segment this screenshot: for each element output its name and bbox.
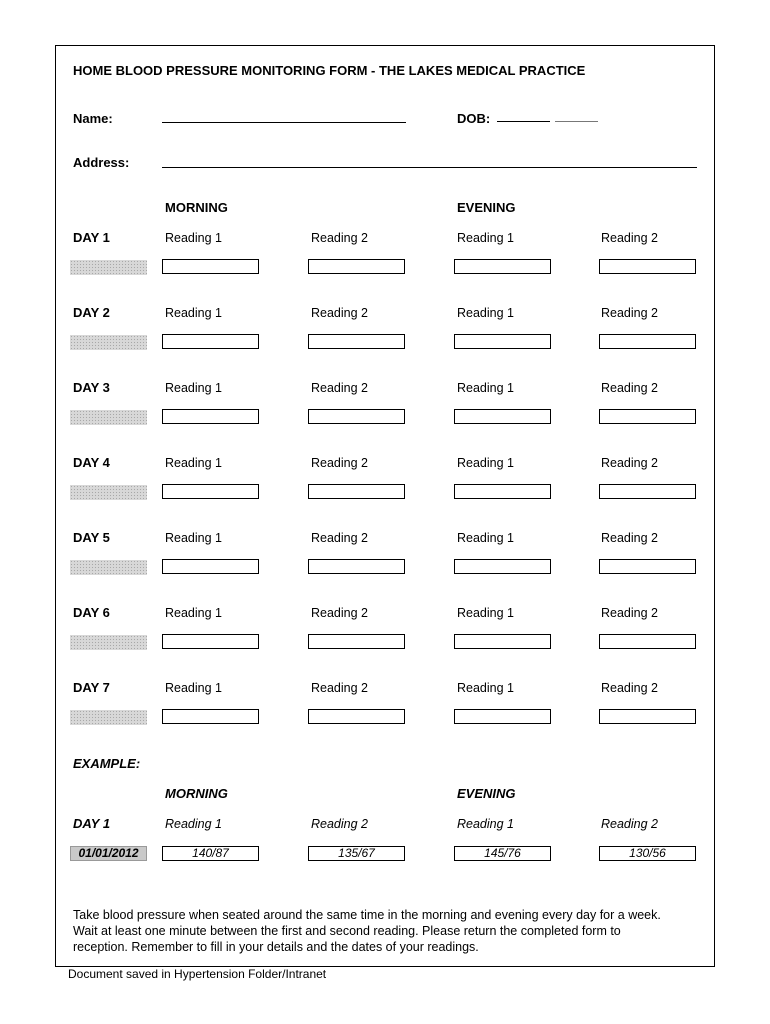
day-4-morning-reading1-box[interactable] — [162, 484, 259, 499]
dob-field-part1[interactable] — [497, 121, 550, 122]
day-6-evening-reading2-label: Reading 2 — [601, 606, 658, 620]
day-4-evening-reading2-label: Reading 2 — [601, 456, 658, 470]
day-6-morning-reading1-label: Reading 1 — [165, 606, 222, 620]
name-field[interactable] — [162, 122, 406, 123]
day-4-morning-reading2-label: Reading 2 — [311, 456, 368, 470]
example-morning-reading2-label: Reading 2 — [311, 817, 368, 831]
day-1-date-field[interactable] — [70, 260, 147, 275]
example-morning-reading2-box: 135/67 — [308, 846, 405, 861]
day-5-evening-reading1-label: Reading 1 — [457, 531, 514, 545]
day-1-label: DAY 1 — [73, 230, 110, 245]
day-1-evening-reading2-label: Reading 2 — [601, 231, 658, 245]
day-7-date-field[interactable] — [70, 710, 147, 725]
example-date-field: 01/01/2012 — [70, 846, 147, 861]
day-1-morning-reading1-box[interactable] — [162, 259, 259, 274]
example-evening-reading2-box: 130/56 — [599, 846, 696, 861]
day-5-evening-reading2-label: Reading 2 — [601, 531, 658, 545]
day-4-evening-reading1-label: Reading 1 — [457, 456, 514, 470]
dob-field-part2[interactable] — [555, 121, 598, 122]
day-5-morning-reading1-label: Reading 1 — [165, 531, 222, 545]
day-2-morning-reading1-box[interactable] — [162, 334, 259, 349]
day-3-evening-reading1-label: Reading 1 — [457, 381, 514, 395]
day-4-evening-reading2-box[interactable] — [599, 484, 696, 499]
day-2-evening-reading2-box[interactable] — [599, 334, 696, 349]
day-5-date-field[interactable] — [70, 560, 147, 575]
example-morning-reading1-label: Reading 1 — [165, 817, 222, 831]
example-morning-header: MORNING — [165, 786, 228, 801]
day-1-morning-reading1-label: Reading 1 — [165, 231, 222, 245]
morning-header: MORNING — [165, 200, 228, 215]
evening-header: EVENING — [457, 200, 516, 215]
day-4-date-field[interactable] — [70, 485, 147, 500]
day-7-morning-reading2-box[interactable] — [308, 709, 405, 724]
example-heading: EXAMPLE: — [73, 756, 141, 771]
day-6-evening-reading2-box[interactable] — [599, 634, 696, 649]
day-1-evening-reading1-box[interactable] — [454, 259, 551, 274]
instructions-text: Take blood pressure when seated around the same time in the morning and evening every day for a week. Wait at least one minute between the first and second reading. Please return the completed form to reception. Remember to fill in your details and the dates of your readings. — [73, 908, 661, 954]
dob-label: DOB: — [457, 111, 491, 126]
day-7-morning-reading1-box[interactable] — [162, 709, 259, 724]
day-2-evening-reading1-label: Reading 1 — [457, 306, 514, 320]
day-6-morning-reading1-box[interactable] — [162, 634, 259, 649]
day-1-evening-reading2-box[interactable] — [599, 259, 696, 274]
day-7-label: DAY 7 — [73, 680, 110, 695]
day-2-evening-reading2-label: Reading 2 — [601, 306, 658, 320]
day-4-morning-reading2-box[interactable] — [308, 484, 405, 499]
footer-text: Document saved in Hypertension Folder/Intranet — [68, 967, 327, 981]
day-2-morning-reading2-box[interactable] — [308, 334, 405, 349]
day-3-evening-reading2-box[interactable] — [599, 409, 696, 424]
day-7-evening-reading1-label: Reading 1 — [457, 681, 514, 695]
day-3-evening-reading1-box[interactable] — [454, 409, 551, 424]
day-2-morning-reading1-label: Reading 1 — [165, 306, 222, 320]
day-4-morning-reading1-label: Reading 1 — [165, 456, 222, 470]
example-morning-reading1-box: 140/87 — [162, 846, 259, 861]
day-6-evening-reading1-box[interactable] — [454, 634, 551, 649]
day-2-morning-reading2-label: Reading 2 — [311, 306, 368, 320]
example-evening-header: EVENING — [457, 786, 516, 801]
day-5-morning-reading2-box[interactable] — [308, 559, 405, 574]
day-1-morning-reading2-label: Reading 2 — [311, 231, 368, 245]
day-6-morning-reading2-label: Reading 2 — [311, 606, 368, 620]
day-5-evening-reading2-box[interactable] — [599, 559, 696, 574]
address-field[interactable] — [162, 167, 697, 168]
day-3-morning-reading2-label: Reading 2 — [311, 381, 368, 395]
day-4-label: DAY 4 — [73, 455, 110, 470]
day-3-morning-reading1-box[interactable] — [162, 409, 259, 424]
day-2-date-field[interactable] — [70, 335, 147, 350]
day-7-evening-reading2-box[interactable] — [599, 709, 696, 724]
day-2-label: DAY 2 — [73, 305, 110, 320]
day-7-morning-reading2-label: Reading 2 — [311, 681, 368, 695]
day-3-morning-reading2-box[interactable] — [308, 409, 405, 424]
day-5-morning-reading1-box[interactable] — [162, 559, 259, 574]
name-label: Name: — [73, 111, 113, 126]
example-evening-reading1-label: Reading 1 — [457, 817, 514, 831]
address-label: Address: — [73, 155, 130, 170]
day-7-evening-reading2-label: Reading 2 — [601, 681, 658, 695]
day-5-morning-reading2-label: Reading 2 — [311, 531, 368, 545]
day-3-morning-reading1-label: Reading 1 — [165, 381, 222, 395]
day-7-morning-reading1-label: Reading 1 — [165, 681, 222, 695]
example-evening-reading2-label: Reading 2 — [601, 817, 658, 831]
day-2-evening-reading1-box[interactable] — [454, 334, 551, 349]
day-6-label: DAY 6 — [73, 605, 110, 620]
day-1-evening-reading1-label: Reading 1 — [457, 231, 514, 245]
day-3-date-field[interactable] — [70, 410, 147, 425]
day-5-evening-reading1-box[interactable] — [454, 559, 551, 574]
day-6-evening-reading1-label: Reading 1 — [457, 606, 514, 620]
day-1-morning-reading2-box[interactable] — [308, 259, 405, 274]
day-6-morning-reading2-box[interactable] — [308, 634, 405, 649]
day-3-evening-reading2-label: Reading 2 — [601, 381, 658, 395]
day-7-evening-reading1-box[interactable] — [454, 709, 551, 724]
day-4-evening-reading1-box[interactable] — [454, 484, 551, 499]
example-evening-reading1-box: 145/76 — [454, 846, 551, 861]
day-6-date-field[interactable] — [70, 635, 147, 650]
day-3-label: DAY 3 — [73, 380, 110, 395]
day-5-label: DAY 5 — [73, 530, 110, 545]
example-day-label: DAY 1 — [73, 816, 111, 831]
form-title: HOME BLOOD PRESSURE MONITORING FORM - THE LAKES MEDICAL PRACTICE — [73, 63, 586, 78]
